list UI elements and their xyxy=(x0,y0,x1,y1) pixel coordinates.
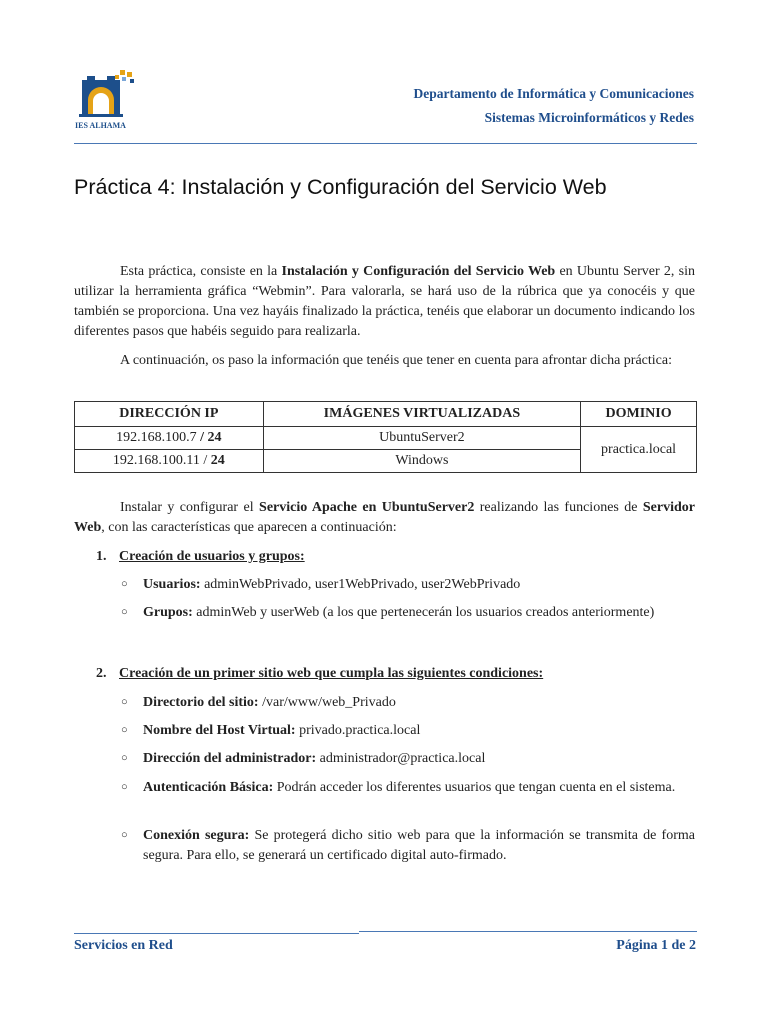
intro-text-a: Esta práctica, consiste en la xyxy=(120,264,282,279)
section-title: Creación de usuarios y grupos: xyxy=(119,549,305,564)
task-text-bold-2: Servidor Web xyxy=(74,500,695,535)
page-title: Práctica 4: Instalación y Configuración del Servicio Web xyxy=(74,175,607,199)
list-item xyxy=(143,778,695,798)
list-item-text: administrador@practica.local xyxy=(316,751,486,766)
bullet-icon: ○ xyxy=(121,578,128,590)
list-item-label: Nombre del Host Virtual: xyxy=(143,723,296,738)
ip-mask: 24 xyxy=(210,453,225,468)
table-row xyxy=(75,427,697,450)
footer-course: Servicios en Red xyxy=(74,938,173,953)
footer-divider-right xyxy=(359,931,697,932)
table-cell-image: UbuntuServer2 xyxy=(263,427,580,450)
header-cycle: Sistemas Microinformáticos y Redes xyxy=(484,110,694,125)
task-text-c: realizando las funciones de xyxy=(474,500,643,515)
ip-separator: / xyxy=(196,430,208,445)
bullet-icon: ○ xyxy=(121,696,128,708)
list-item-label: Usuarios: xyxy=(143,577,201,592)
list-item xyxy=(143,575,695,595)
table-cell-ip xyxy=(75,427,264,450)
list-item-label: Directorio del sitio: xyxy=(143,695,259,710)
header-divider xyxy=(74,143,697,144)
intro-text-2: A continuación, os paso la información que tenéis que tener en cuenta para afrontar dicha práctica: xyxy=(120,353,672,368)
list-item-label: Grupos: xyxy=(143,605,193,620)
section-title: Creación de un primer sitio web que cumpla las siguientes condiciones: xyxy=(119,666,544,681)
list-item-label: Autenticación Básica: xyxy=(143,780,274,795)
bullet-icon: ○ xyxy=(121,781,128,793)
list-item-text: /var/www/web_Privado xyxy=(258,695,396,710)
logo-text: IES ALHAMA xyxy=(75,121,126,130)
table-cell-ip xyxy=(75,450,264,473)
ip-value: 192.168.100.11 xyxy=(112,453,200,468)
task-text-e: , con las características que aparecen a continuación: xyxy=(101,520,397,535)
table-header-ip: DIRECCIÓN IP xyxy=(75,402,264,427)
list-item-text: Se protegerá dicho sitio web para que la información se transmita de forma segura. Para ello, se generará un certificado digital auto-firmado. xyxy=(143,828,695,863)
intro-paragraph xyxy=(74,262,695,342)
network-table xyxy=(74,401,697,473)
list-item xyxy=(143,721,695,741)
table-header-row xyxy=(75,402,697,427)
intro-text-bold: Instalación y Configuración del Servicio Web xyxy=(281,264,556,279)
list-item xyxy=(143,603,695,623)
list-item xyxy=(143,749,695,769)
ip-mask: 24 xyxy=(207,430,222,445)
list-item xyxy=(143,693,695,713)
school-logo-icon xyxy=(74,68,146,134)
bullet-icon: ○ xyxy=(121,724,128,736)
table-cell-image: Windows xyxy=(263,450,580,473)
list-item-label: Dirección del administrador: xyxy=(143,751,317,766)
table-header-images: IMÁGENES VIRTUALIZADAS xyxy=(263,402,580,427)
list-item-text: adminWeb y userWeb (a los que pertenecerán los usuarios creados anteriormente) xyxy=(192,605,655,620)
table-cell-domain: practica.local xyxy=(581,427,697,473)
bullet-icon: ○ xyxy=(121,606,128,618)
bullet-icon: ○ xyxy=(121,752,128,764)
header-department: Departamento de Informática y Comunicaciones xyxy=(413,86,694,101)
section-number: 1. xyxy=(96,549,107,564)
school-logo xyxy=(74,68,146,134)
task-paragraph xyxy=(74,498,695,538)
list-item-text: Podrán acceder los diferentes usuarios que tengan cuenta en el sistema. xyxy=(273,780,676,795)
section-number: 2. xyxy=(96,666,107,681)
list-item xyxy=(143,826,695,866)
intro-paragraph-2 xyxy=(74,351,695,371)
task-text-a: Instalar y configurar el xyxy=(120,500,260,515)
footer-page-number: Página 1 de 2 xyxy=(616,938,696,953)
ip-separator: / xyxy=(199,453,211,468)
bullet-icon: ○ xyxy=(121,829,128,841)
list-item-text: privado.practica.local xyxy=(295,723,421,738)
ip-value: 192.168.100.7 xyxy=(116,430,197,445)
list-item-label: Conexión segura: xyxy=(143,828,250,843)
task-text-bold: Servicio Apache en UbuntuServer2 xyxy=(259,500,475,515)
intro-text-c: en Ubuntu Server 2, sin utilizar la herramienta gráfica “Webmin”. Para valorarla, se hará uso de la rúbrica que ya conocéis y que también se proporciona. Una vez hayáis finalizado la práctica, tenéis que elaborar un documento indicando los diferentes pasos que habéis seguido para realizarla. xyxy=(74,264,695,339)
list-item-text: adminWebPrivado, user1WebPrivado, user2WebPrivado xyxy=(200,577,521,592)
footer-divider-left xyxy=(74,933,359,934)
table-header-domain: DOMINIO xyxy=(581,402,697,427)
